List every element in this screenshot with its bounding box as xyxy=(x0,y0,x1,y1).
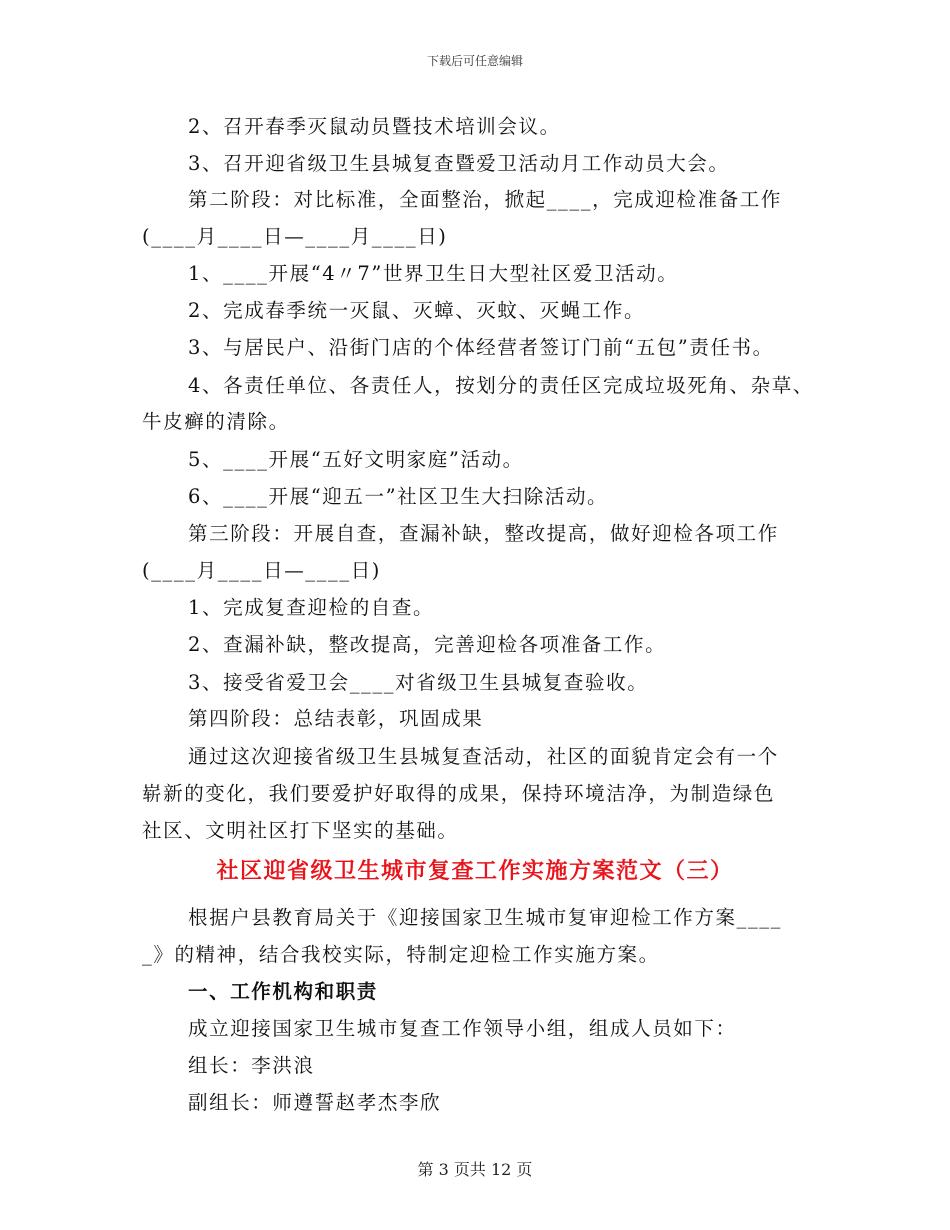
body-line: 6、____开展“迎五一”社区卫生大扫除活动。 xyxy=(188,485,609,508)
body-line: 4、各责任单位、各责任人，按划分的责任区完成垃圾死角、杂草、 xyxy=(188,374,814,397)
body-line: _》的精神，结合我校实际，特制定迎检工作实施方案。 xyxy=(142,943,660,966)
body-line: 成立迎接国家卫生城市复查工作领导小组，组成人员如下： xyxy=(188,1017,737,1040)
body-line: 3、接受省爱卫会____对省级卫生县城复查验收。 xyxy=(188,671,649,694)
body-line: 第四阶段：总结表彰，巩固成果 xyxy=(188,707,484,730)
subheading: 一、工作机构和职责 xyxy=(188,980,378,1003)
body-line: 第二阶段：对比标准，全面整治，掀起____，完成迎检准备工作 xyxy=(188,188,783,211)
body-line: 根据户县教育局关于《迎接国家卫生城市复审迎检工作方案____ xyxy=(188,906,783,929)
body-line: 副组长：师遵誓赵孝杰李欣 xyxy=(188,1091,442,1114)
body-line: 2、完成春季统一灭鼠、灭蟑、灭蚊、灭蝇工作。 xyxy=(188,299,646,322)
body-line: 1、____开展“4〃7”世界卫生日大型社区爱卫活动。 xyxy=(188,262,679,285)
body-line: 3、与居民户、沿街门店的个体经营者签订门前“五包”责任书。 xyxy=(188,336,774,359)
body-line: 牛皮癣的清除。 xyxy=(142,410,290,433)
body-line: 3、召开迎省级卫生县城复查暨爱卫活动月工作动员大会。 xyxy=(188,152,730,175)
page-footer: 第 3 页共 12 页 xyxy=(417,1160,533,1179)
body-line: 组长：李洪浪 xyxy=(188,1054,315,1077)
body-line: 第三阶段：开展自查，查漏补缺，整改提高，做好迎检各项工作 xyxy=(188,522,779,545)
body-line: 通过这次迎接省级卫生县城复查活动，社区的面貌肯定会有一个 xyxy=(188,745,779,768)
body-line: 2、查漏补缺，整改提高，完善迎检各项准备工作。 xyxy=(188,633,667,656)
page-header: 下载后可任意编辑 xyxy=(426,54,523,68)
body-line: 社区、文明社区打下坚实的基础。 xyxy=(142,819,459,842)
body-line: (____月____日—____日) xyxy=(142,559,382,582)
body-line: (____月____日—____月____日) xyxy=(142,225,448,248)
body-line: 1、完成复查迎检的自查。 xyxy=(188,596,435,619)
body-line: 5、____开展“五好文明家庭”活动。 xyxy=(188,448,524,471)
section-title: 社区迎省级卫生城市复查工作实施方案范文（三） xyxy=(216,858,734,884)
body-line: 崭新的变化，我们要爱护好取得的成果，保持环境洁净，为制造绿色 xyxy=(142,782,776,805)
body-line: 2、召开春季灭鼠动员暨技术培训会议。 xyxy=(188,115,561,138)
